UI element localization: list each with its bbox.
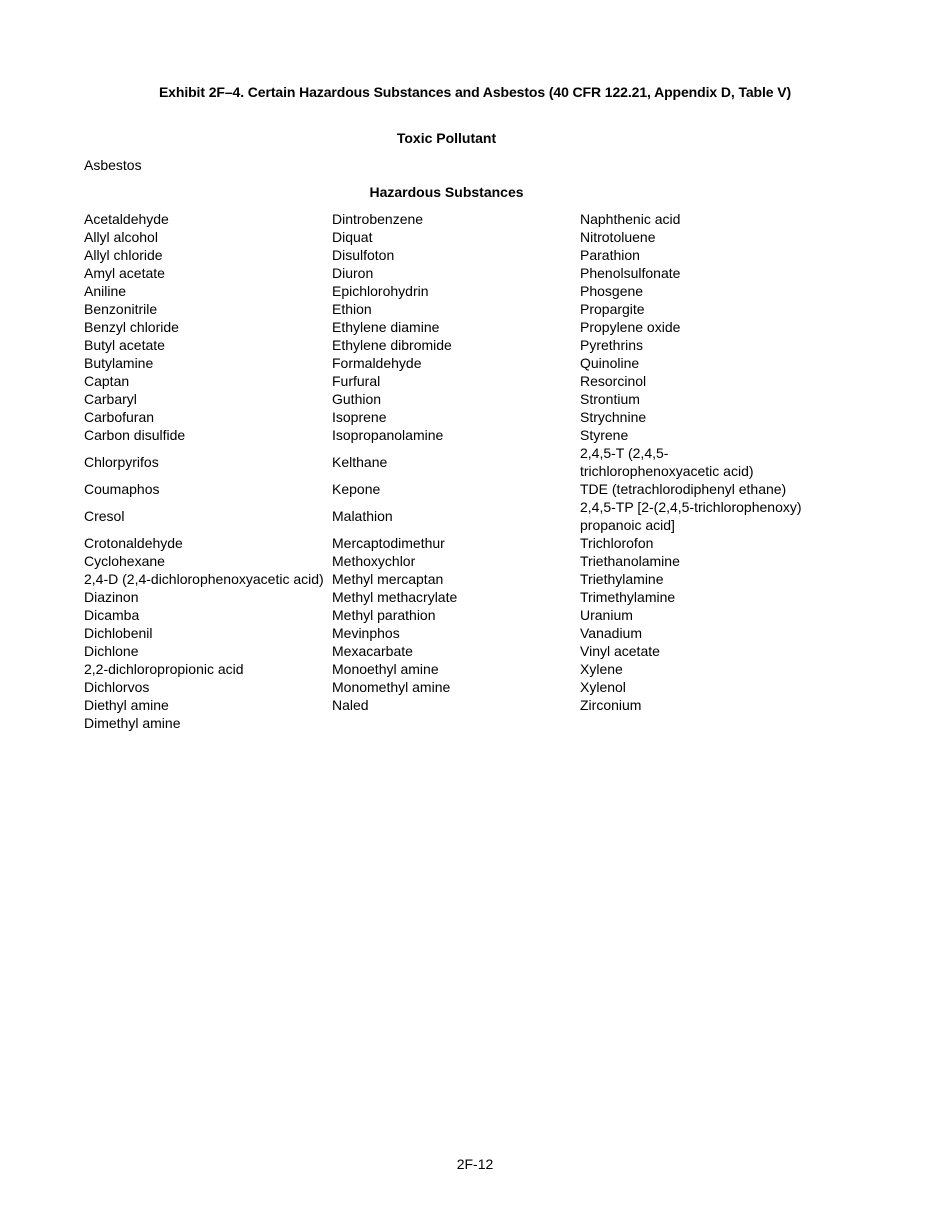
substance-cell: Monomethyl amine: [332, 679, 451, 695]
substance-cell: Quinoline: [580, 355, 640, 371]
substance-cell: Aniline: [84, 283, 127, 299]
table-row: [84, 498, 804, 534]
table-row: [84, 552, 804, 570]
substance-cell: Propylene oxide: [580, 319, 681, 335]
table-row: [84, 480, 804, 498]
substance-cell: Carbon disulfide: [84, 427, 186, 443]
substance-cell: Phosgene: [580, 283, 644, 299]
substance-cell: Trimethylamine: [580, 589, 676, 605]
substance-cell: Carbaryl: [84, 391, 137, 407]
substance-cell: Diuron: [332, 265, 374, 281]
substance-cell: Naphthenic acid: [580, 211, 681, 227]
substance-cell: Vinyl acetate: [580, 643, 660, 659]
substance-cell: Mercaptodimethur: [332, 535, 445, 551]
table-row: [84, 246, 804, 264]
substance-cell: Kelthane: [332, 454, 388, 470]
substance-cell: [580, 714, 804, 732]
substance-cell: TDE (tetrachlorodiphenyl ethane): [580, 481, 787, 497]
table-row: [84, 660, 804, 678]
substance-cell: Mevinphos: [332, 625, 400, 641]
substance-cell: Trichlorofon: [580, 535, 654, 551]
substance-cell: Butylamine: [84, 355, 154, 371]
substance-cell: Furfural: [332, 373, 381, 389]
toxic-pollutant-item: Asbestos: [84, 157, 142, 173]
substance-cell: Captan: [84, 373, 130, 389]
substance-cell: Isoprene: [332, 409, 387, 425]
substance-cell: Methyl methacrylate: [332, 589, 458, 605]
substance-cell: Methoxychlor: [332, 553, 416, 569]
substance-cell: Ethylene dibromide: [332, 337, 452, 353]
substance-cell: Butyl acetate: [84, 337, 165, 353]
substance-cell: Phenolsulfonate: [580, 265, 681, 281]
substance-cell: Crotonaldehyde: [84, 535, 183, 551]
toxic-pollutant-heading: Toxic Pollutant: [396, 130, 497, 146]
substance-cell: Chlorpyrifos: [84, 454, 159, 470]
substance-cell: Dichlobenil: [84, 625, 153, 641]
substance-cell: Formaldehyde: [332, 355, 422, 371]
substance-cell: Methyl mercaptan: [332, 571, 444, 587]
substance-cell: Allyl chloride: [84, 247, 163, 263]
substance-cell: Strontium: [580, 391, 640, 407]
table-row: [84, 678, 804, 696]
substance-cell: Naled: [332, 697, 369, 713]
substance-cell: Malathion: [332, 508, 393, 524]
substance-cell: Epichlorohydrin: [332, 283, 429, 299]
substance-cell: Allyl alcohol: [84, 229, 158, 245]
table-row: [84, 588, 804, 606]
table-row: [84, 534, 804, 552]
substance-cell: Vanadium: [580, 625, 643, 641]
table-row: [84, 318, 804, 336]
table-row: [84, 570, 804, 588]
substance-cell: Carbofuran: [84, 409, 155, 425]
substance-cell: Cyclohexane: [84, 553, 165, 569]
substance-cell: Dichlorvos: [84, 679, 150, 695]
table-row: [84, 408, 804, 426]
table-row: [84, 606, 804, 624]
substance-cell: 2,2-dichloropropionic acid: [84, 661, 244, 677]
substance-cell: Kepone: [332, 481, 381, 497]
table-row: [84, 336, 804, 354]
substance-cell: Styrene: [580, 427, 629, 443]
substance-cell: Amyl acetate: [84, 265, 165, 281]
substance-cell: Dichlone: [84, 643, 139, 659]
substance-cell: 2,4-D (2,4-dichlorophenoxyacetic acid): [84, 571, 324, 587]
substance-cell: Ethion: [332, 301, 372, 317]
substance-cell: Dintrobenzene: [332, 211, 424, 227]
substance-cell: Monoethyl amine: [332, 661, 439, 677]
substance-cell: Mexacarbate: [332, 643, 413, 659]
table-row: [84, 642, 804, 660]
substance-cell: [332, 714, 580, 732]
table-row: [84, 300, 804, 318]
page-number: 2F-12: [456, 1156, 494, 1172]
substance-cell: Guthion: [332, 391, 382, 407]
table-row: [84, 444, 804, 480]
substance-cell: Diethyl amine: [84, 697, 169, 713]
exhibit-title: Exhibit 2F–4. Certain Hazardous Substances and Asbestos (40 CFR 122.21, Appendix D, Table V): [158, 84, 792, 100]
table-row: [84, 714, 804, 732]
substance-cell: Diquat: [332, 229, 373, 245]
substance-cell: Parathion: [580, 247, 640, 263]
substance-cell: Triethanolamine: [580, 553, 680, 569]
substance-cell: Dimethyl amine: [84, 715, 181, 731]
substance-cell: Triethylamine: [580, 571, 664, 587]
substance-cell: Cresol: [84, 508, 125, 524]
substance-cell: Zirconium: [580, 697, 642, 713]
substance-cell: Benzyl chloride: [84, 319, 179, 335]
table-row: [84, 264, 804, 282]
table-row: [84, 210, 804, 228]
substance-cell: Isopropanolamine: [332, 427, 444, 443]
substance-cell: Pyrethrins: [580, 337, 644, 353]
substance-cell: Acetaldehyde: [84, 211, 169, 227]
substance-cell: Coumaphos: [84, 481, 160, 497]
substance-cell: Strychnine: [580, 409, 647, 425]
substance-cell: Uranium: [580, 607, 633, 623]
substance-cell: 2,4,5-TP [2-(2,4,5-trichlorophenoxy) propanoic acid]: [580, 499, 802, 533]
substance-cell: Benzonitrile: [84, 301, 158, 317]
table-row: [84, 426, 804, 444]
table-row: [84, 696, 804, 714]
hazardous-substances-table: [84, 210, 804, 732]
table-row: [84, 282, 804, 300]
table-row: [84, 228, 804, 246]
substance-cell: Nitrotoluene: [580, 229, 656, 245]
table-row: [84, 372, 804, 390]
substance-cell: Xylenol: [580, 679, 626, 695]
substance-cell: Resorcinol: [580, 373, 647, 389]
substance-cell: Methyl parathion: [332, 607, 436, 623]
substance-cell: Disulfoton: [332, 247, 395, 263]
substance-cell: Dicamba: [84, 607, 140, 623]
table-row: [84, 354, 804, 372]
substance-cell: 2,4,5-T (2,4,5-trichlorophenoxyacetic acid): [580, 445, 754, 479]
table-row: [84, 624, 804, 642]
substance-cell: Diazinon: [84, 589, 139, 605]
hazardous-substances-body: [84, 210, 804, 732]
hazardous-substances-heading: Hazardous Substances: [369, 184, 524, 200]
substance-cell: Xylene: [580, 661, 623, 677]
table-row: [84, 390, 804, 408]
substance-cell: Ethylene diamine: [332, 319, 440, 335]
substance-cell: Propargite: [580, 301, 645, 317]
